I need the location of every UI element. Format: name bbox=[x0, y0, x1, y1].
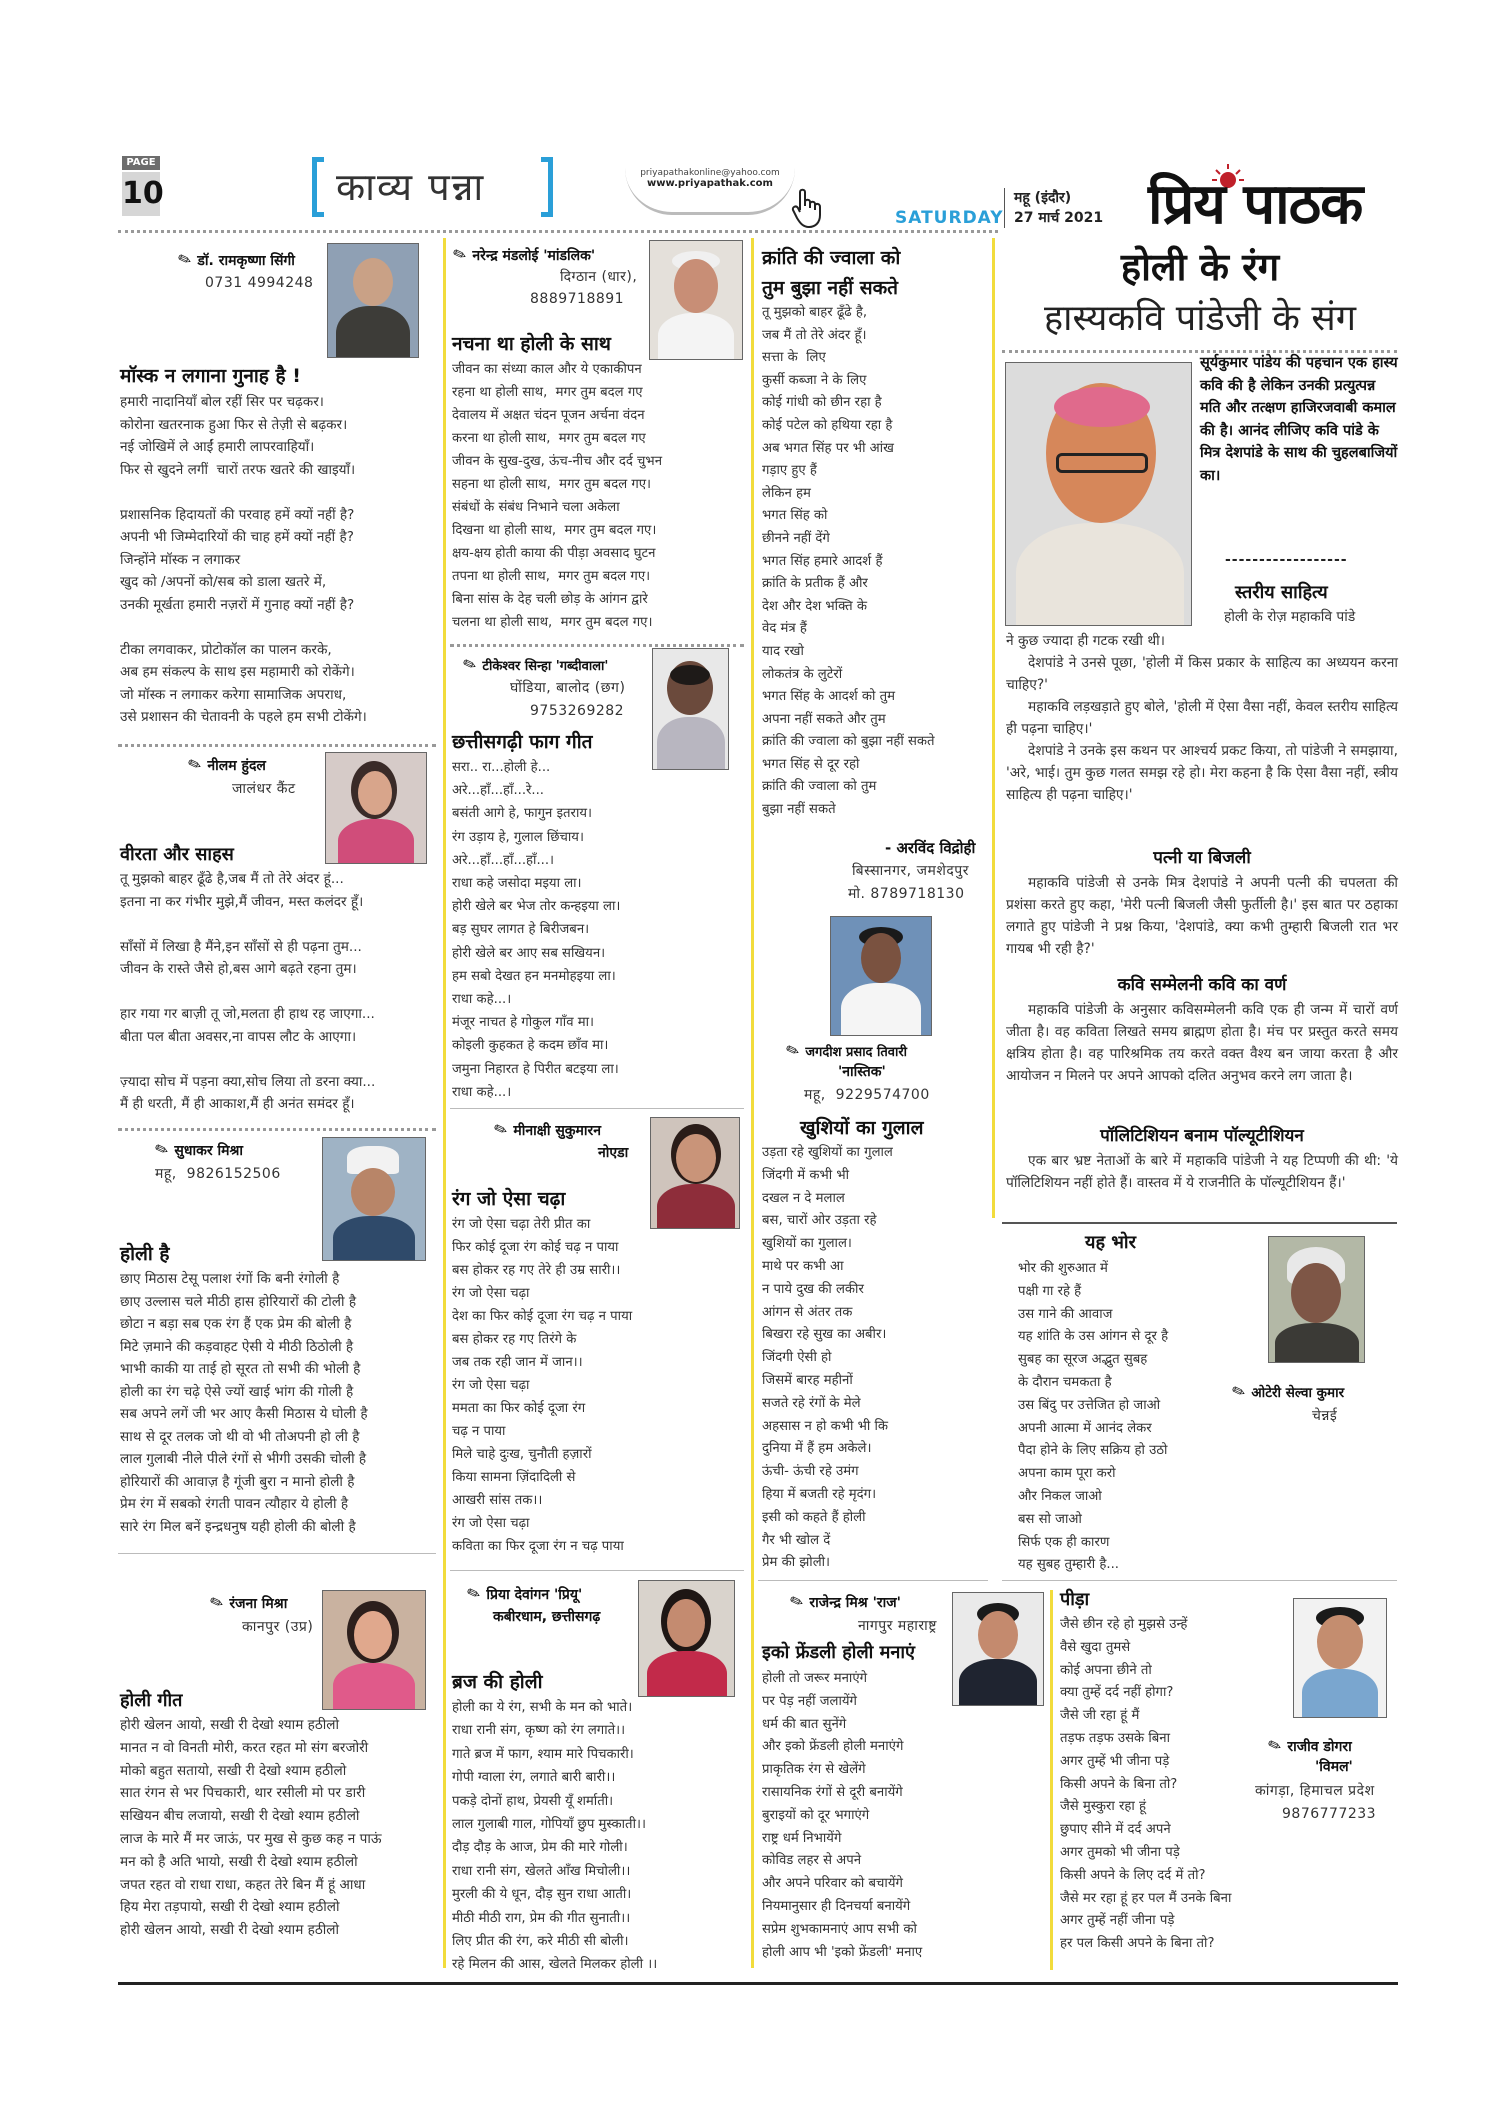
divider-dashes: ------------------ bbox=[1225, 552, 1348, 568]
col-rule-1 bbox=[443, 238, 446, 1968]
page-number: 10 bbox=[122, 172, 160, 216]
weekday-label: SATURDAY bbox=[895, 208, 1004, 228]
col-rule-2 bbox=[751, 238, 754, 1968]
poem-title: होली है bbox=[120, 1243, 170, 1265]
author-phone: 0731 4994248 bbox=[205, 275, 314, 291]
poem-body: तू मुझको बाहर ढूँढे है, जब मैं तो तेरे अंदर हूँ। सत्ता के लिए कुर्सी कब्जा ने के लिए कोई गांधी को छीन रहा है कोई पटेल को हथिया रहा है अब भगत सिंह पर भी आंख गड़ाए हुए हैं लेकिन हम भगत सिंह को छीनने नहीं देंगे भगत सिंह हमारे आदर्श हैं क्रांति के प्रतीक हैं और देश और देश भक्ति के वेद मंत्र हैं याद रखो लोकतंत्र के लुटेरों भगत सिंह के आदर्श को तुम अपना नहीं सकते और तुम क्रांति की ज्वाला को बुझा नहीं सकते भगत सिंह से दूर रहो क्रांति की ज्वाला को तुम बुझा नहीं सकते bbox=[762, 305, 935, 818]
author-place: बिस्सानगर, जमशेदपुर bbox=[852, 863, 969, 879]
poem-body: हमारी नादानियाँ बोल रहीं सिर पर चढ़कर। कोरोना खतरनाक हुआ फिर से तेज़ी से बढ़कर। नई जोखिमें ले आईं हमारी लापरवाहियाँ। फिर से खुदने लगीं चारों तरफ खतरे की खाइयाँ। प्रशासनिक हिदायतों की परवाह हमें क्यों नहीं है? अपनी भी जिम्मेदारियों की चाह हमें क्यों नहीं है? जिन्होंने मॉस्क न लगाकर खुद को /अपनों को/सब को डाला खतरे में, उनकी मूर्खता हमारी नज़रों में गुनाह क्यों नहीं है? टीका लगवाकर, प्रोटोकॉल का पालन करके, अब हम संकल्प के साथ इस महामारी को रोकेंगे। जो मॉस्क न लगाकर करेगा सामाजिक अपराध, उसे प्रशासन की चेतावनी के पहले हम सभी टोकेंगे। bbox=[120, 394, 367, 725]
author-phone: 9753269282 bbox=[530, 703, 625, 719]
poem-body: जैसे छीन रहे हो मुझसे उन्हें वैसे खुदा तुमसे कोई अपना छीने तो क्या तुम्हें दर्द नहीं होगा? जैसे जी रहा हूं मैं तड़फ तड़फ उसके बिना अगर तुम्हें भी जीना पड़े किसी अपने के बिना तो? जैसे मुस्कुरा रहा हूं छुपाए सीने में दर्द अपने अगर तुमको भी जीना पड़े किसी अपने के लिए दर्द में तो? जैसे मर रहा हूं हर पल मैं उनके बिना अगर तुम्हें नहीं जीना पड़े हर पल किसी अपने के बिना तो? bbox=[1060, 1617, 1232, 1952]
author-name: ✎ टीकेश्वर सिन्हा 'गब्दीवाला' bbox=[460, 653, 609, 676]
author-place: दिग्ठान (धार), bbox=[560, 269, 638, 285]
email-text: priyapathakonline@yahoo.com bbox=[640, 168, 780, 178]
section-body: एक बार भ्रष्ट नेताओं के बारे में महाकवि पांडेजी ने यह टिप्पणी की थी: 'ये पॉलिटिशियन नहीं होते हैं। वास्तव में ये राजनीति के पॉल्यूटीशियन हैं।' bbox=[1006, 1153, 1398, 1191]
author-place: कानपुर (उप्र) bbox=[242, 1619, 314, 1635]
website-text: www.priyapathak.com bbox=[647, 178, 773, 189]
author-place: घोंडिया, बालोद (छग) bbox=[510, 680, 626, 696]
page-tag: PAGE bbox=[122, 156, 160, 170]
pen-icon: ✎ bbox=[152, 1138, 172, 1161]
author-photo bbox=[322, 1590, 426, 1710]
author-phone: 8889718891 bbox=[530, 291, 625, 307]
poem-body: भोर की शुरुआत में पक्षी गा रहे हैं उस गाने की आवाज यह शांति के उस आंगन से दूर है सुबह का सूरज अद्भुत सुबह के दौरान चमकता है उस बिंदु पर उत्तेजित हो जाओ अपनी आत्मा में आनंद लेकर पैदा होने के लिए सक्रिय हो उठो अपना काम पूरा करो और निकल जाओ बस सो जाओ सिर्फ एक ही कारण यह सुबह तुम्हारी है... bbox=[1018, 1261, 1169, 1573]
paragraph: महाकवि लड़खड़ाते हुए बोले, 'होली में ऐसा वैसा नहीं, केवल स्तरीय साहित्य ही पढ़ना चाहिए।' bbox=[1006, 699, 1399, 737]
poem-body: होली तो जरूर मनाएंगे पर पेड़ नहीं जलायेंगे धर्म की बात सुनेंगे और इको फ्रेंडली होली मनाएंगे प्राकृतिक रंग से खेलेंगे रासायनिक रंगों से दूरी बनायेंगे बुराइयों को दूर भगाएंगे राष्ट्र धर्म निभायेंगे कोविड लहर से अपने और अपने परिवार को बचायेंगे नियमानुसार ही दिनचर्या बनायेंगे सप्रेम शुभकामनाएं आप सभी को होली आप भी 'इको फ्रेंडली' मनाए bbox=[762, 1671, 923, 1960]
section-bracket-right bbox=[541, 157, 553, 217]
section-heading: पत्नी या बिजली bbox=[1153, 848, 1251, 868]
pen-icon: ✎ bbox=[464, 1582, 484, 1605]
paragraph: देशपांडे ने उनसे पूछा, 'होली में किस प्रकार के साहित्य का अध्ययन करना चाहिए?' bbox=[1006, 655, 1398, 693]
pen-icon: ✎ bbox=[787, 1590, 807, 1613]
author-phone: मो. 8789718130 bbox=[848, 886, 965, 902]
poem-title: क्रांति की ज्वाला को तुम बुझा नहीं सकते bbox=[762, 247, 901, 299]
author-place: चेन्नई bbox=[1312, 1408, 1338, 1424]
header-divider bbox=[1004, 188, 1005, 228]
edition-city: महू (इंदौर) bbox=[1014, 190, 1072, 206]
section-heading: स्तरीय साहित्य bbox=[1235, 582, 1328, 603]
author-place: नागपुर महाराष्ट्र bbox=[858, 1618, 937, 1634]
poem-title: नचना था होली के साथ bbox=[452, 333, 611, 355]
author-name: ✎ सुधाकर मिश्रा bbox=[152, 1138, 243, 1161]
author-photo bbox=[952, 1592, 1044, 1706]
poem-title: यह भोर bbox=[1085, 1232, 1136, 1253]
author-photo bbox=[1293, 1598, 1387, 1718]
author-photo bbox=[638, 1580, 735, 1697]
section-body bbox=[1006, 630, 1398, 806]
author-photo bbox=[327, 243, 419, 358]
pen-icon: ✎ bbox=[783, 1039, 803, 1062]
section-body: महाकवि पांडेजी से उनके मित्र देशपांडे ने अपनी पत्नी की चपलता की प्रशंसा करते हुए कहा, 'मेरी पत्नी बिजली जैसी फुर्तीली है।' इस बात पर ठहाका लगाते हुए पांडेजी ने प्रश्न किया, 'देशपांडे, क्या कभी तुम्हारी बिजली रात भर गायब भी रही है?' bbox=[1006, 875, 1398, 957]
author-photo bbox=[650, 1117, 740, 1229]
poem-title: छत्तीसगढ़ी फाग गीत bbox=[452, 731, 593, 753]
author-place: नोएडा bbox=[598, 1145, 629, 1161]
author-alias: 'नास्तिक' bbox=[838, 1064, 886, 1080]
poem-body: होली का ये रंग, सभी के मन को भाते। राधा रानी संग, कृष्ण को रंग लगाते।। गाते ब्रज में फाग, श्याम मारे पिचकारी। गोपी ग्वाला रंग, लगाते बारी बारी।। पकड़े दोनों हाथ, प्रेयसी यूँ शर्माती। लाल गुलाबी गाल, गोपियाँ छुप मुस्काती।। दौड़ दौड़ के आज, प्रेम की मारे गोली। राधा रानी संग, खेलते आँख मिचोली।। मुरली की ये धून, दौड़ सुन राधा आती। मीठी मीठी राग, प्रेम की गीत सुनाती।। लिए प्रीत की रंग, करे मीठी सी बोली। रहे मिलन की आस, खेलते मिलकर होली ।। bbox=[452, 1700, 658, 1973]
feature-headline: होली के रंग bbox=[1120, 245, 1280, 289]
pen-icon: ✎ bbox=[175, 248, 195, 271]
bottom-rule bbox=[118, 1982, 1398, 1985]
feature-photo bbox=[1005, 362, 1192, 626]
poem-title: खुशियों का गुलाल bbox=[800, 1117, 924, 1139]
author-name: ✎ नीलम हुंदल bbox=[185, 753, 266, 776]
section-title: काव्य पन्ना bbox=[336, 165, 486, 209]
pen-icon: ✎ bbox=[1265, 1734, 1285, 1757]
author-place: जालंधर कैंट bbox=[232, 781, 296, 797]
author-phone: 9876777233 bbox=[1282, 1806, 1377, 1822]
pen-icon: ✎ bbox=[491, 1118, 511, 1141]
section-bracket-left bbox=[312, 157, 324, 217]
author-name: ✎ डॉ. रामकृष्णा सिंगी bbox=[175, 248, 295, 271]
poem-title: ब्रज की होली bbox=[452, 1671, 543, 1693]
paragraph: देशपांडे ने उनके इस कथन पर आश्चर्य प्रकट किया, तो पांडेजी ने समझाया, 'अरे, भाई। तुम कुछ गलत समझ रहे हो। मेरा कहना है कि ऐसा वैसा नहीं, स्त्रीय साहित्य ही पढ़ना चाहिए।' bbox=[1006, 743, 1398, 803]
author-photo bbox=[325, 752, 427, 864]
author-name: ✎ रंजना मिश्रा bbox=[207, 1591, 288, 1614]
author-photo bbox=[652, 648, 729, 770]
author-name: ✎ मीनाक्षी सुकुमारन bbox=[491, 1118, 602, 1141]
contact-block bbox=[625, 168, 795, 215]
col-rule-3 bbox=[992, 238, 995, 1218]
pen-icon: ✎ bbox=[185, 753, 205, 776]
poem-title: रंग जो ऐसा चढ़ा bbox=[452, 1188, 566, 1210]
author-name: - अरविंद विद्रोही bbox=[885, 839, 976, 857]
poem-body: जीवन का संध्या काल और ये एकाकीपन रहना था होली साथ, मगर तुम बदल गए देवालय में अक्षत चंदन पूजन अर्चना वंदन करना था होली साथ, मगर तुम बदल गए जीवन के सुख-दुख, ऊंच-नीच और दर्द चुभन सहना था होली साथ, मगर तुम बदल गए। संबंधों के संबंध निभाने चला अकेला दिखना था होली साथ, मगर तुम बदल गए। क्षय-क्षय होती काया की पीड़ा अवसाद घुटन तपना था होली साथ, मगर तुम बदल गए। बिना सांस के देह चली छोड़ के आंगन द्वारे चलना था होली साथ, मगर तुम बदल गए। bbox=[452, 362, 663, 630]
pen-icon: ✎ bbox=[460, 653, 480, 676]
feature-subheadline: हास्यकवि पांडेजी के संग bbox=[1044, 298, 1356, 339]
author-name: ✎ राजेन्द्र मिश्र 'राज' bbox=[787, 1590, 901, 1613]
section-body: महाकवि पांडेजी के अनुसार कविसम्मेलनी कवि एक ही जन्म में चारों वर्ण जीता है। वह कविता लिखते समय ब्राह्मण होता है। मंच पर प्रस्तुत करते समय क्षत्रिय होता है। वह पारिश्रमिक तय करते वक्त वैश्य बन जाया करता है और आयोजन न मिलने पर अपने आपको दलित अनुभव करने लग जाता है। bbox=[1006, 1002, 1398, 1084]
author-place: महू, 9826152506 bbox=[155, 1166, 281, 1182]
author-place: कांगड़ा, हिमाचल प्रदेश bbox=[1255, 1783, 1375, 1799]
section-lead: होली के रोज़ महाकवि पांडे bbox=[1224, 609, 1356, 625]
edition-date: 27 मार्च 2021 bbox=[1014, 210, 1104, 226]
author-place: महू, 9229574700 bbox=[804, 1087, 930, 1103]
pen-icon: ✎ bbox=[1229, 1380, 1249, 1403]
author-alias: 'विमल' bbox=[1315, 1759, 1353, 1775]
col-rule-3b bbox=[1050, 1590, 1053, 1970]
author-photo bbox=[1268, 1236, 1365, 1363]
poem-body: होरी खेलन आयो, सखी री देखो श्याम हठीलो मानत न वो विनती मोरी, करत रहत मो संग बरजोरी मोको बहुत सतायो, सखी री देखो श्याम हठीलो सात रंगन से भर पिचकारी, थार रसीली मो पर डारी सखियन बीच लजायो, सखी री देखो श्याम हठीलो लाज के मारे मैं मर जाऊं, पर मुख से कुछ कह न पाऊं मन को है अति भायो, सखी री देखो श्याम हठीलो जपत रहत वो राधा राधा, कहत तेरे बिन मैं हूं आधा हिय मेरा तड़पायो, सखी री देखो श्याम हठीलो होरी खेलन आयो, सखी री देखो श्याम हठीलो bbox=[120, 1717, 382, 1939]
poem-body: रंग जो ऐसा चढ़ा तेरी प्रीत का फिर कोई दूजा रंग कोई चढ़ न पाया बस होकर रह गए तेरे ही उम्र सारी।। रंग जो ऐसा चढ़ा देश का फिर कोई दूजा रंग चढ़ न पाया बस होकर रह गए तिरंगे के जब तक रही जान में जान।। रंग जो ऐसा चढ़ा ममता का फिर कोई दूजा रंग चढ़ न पाया मिले चाहे दुःख, चुनौती हज़ारों किया सामना ज़िंदादिली से आखरी सांस तक।। रंग जो ऐसा चढ़ा कविता का फिर दूजा रंग न चढ़ पाया bbox=[452, 1217, 633, 1554]
poem-body: उड़ता रहे खुशियों का गुलाल जिंदगी में कभी भी दखल न दे मलाल बस, चारों ओर उड़ता रहे खुशियों का गुलाल। माथे पर कभी आ न पाये दुख की लकीर आंगन से अंतर तक बिखरा रहे सुख का अबीर। जिंदगी ऐसी हो जिसमें बारह महीनों सजते रहे रंगों के मेले अहसास न हो कभी भी कि दुनिया में हैं हम अकेले। ऊंची- ऊंची रहे उमंग हिया में बजती रहे मृदंग। इसी को कहते हैं होली गैर भी खोल दें प्रेम की झोली। bbox=[762, 1145, 893, 1571]
paragraph: ने कुछ ज्यादा ही गटक रखी थी। bbox=[1006, 633, 1165, 649]
poem-title: वीरता और साहस bbox=[120, 844, 234, 865]
author-name: ✎ नरेन्द्र मंडलोई 'मांडलिक' bbox=[450, 243, 596, 266]
masthead-logo: प्रिय पाठक bbox=[1148, 172, 1363, 237]
author-photo bbox=[649, 240, 743, 360]
poem-title: मॉस्क न लगाना गुनाह है ! bbox=[120, 365, 301, 387]
poem-title: पीड़ा bbox=[1060, 1589, 1090, 1610]
section-heading: पॉलिटिशियन बनाम पॉल्यूटीशियन bbox=[1100, 1126, 1304, 1146]
author-name: ✎ जगदीश प्रसाद तिवारी bbox=[783, 1039, 908, 1062]
author-photo bbox=[322, 1137, 426, 1261]
poem-title: होली गीत bbox=[120, 1690, 183, 1711]
author-name: ✎ राजीव डोगरा bbox=[1265, 1734, 1352, 1757]
cursor-hand-icon bbox=[790, 188, 824, 228]
section-heading: कवि सम्मेलनी कवि का वर्ण bbox=[1117, 975, 1287, 995]
pen-icon: ✎ bbox=[207, 1591, 227, 1614]
poem-body: तू मुझको बाहर ढूँढे है,जब मैं तो तेरे अंदर हूं... इतना ना कर गंभीर मुझे,मैं जीवन, मस्त कलंदर हूँ। साँसों में लिखा है मैंने,इन साँसों से ही पढ़ना तुम... जीवन के रास्ते जैसे हो,बस आगे बढ़ते रहना तुम। हार गया गर बाज़ी तू जो,मलता ही हाथ रह जाएगा... बीता पल बीता अवसर,ना वापस लौट के आएगा। ज़्यादा सोच में पड़ना क्या,सोच लिया तो डरना क्या... मैं ही धरती, मैं ही आकाश,मैं ही अनंत समंदर हूँ। bbox=[120, 871, 376, 1112]
poem-body: छाए मिठास टेसू पलाश रंगों कि बनी रंगोली है छाए उल्लास चले मीठी हास होरियारों की टोली है छोटा न बड़ा सब एक रंग हैं एक प्रेम की बोली है मिटे ज़माने की कड़वाहट ऐसी ये मीठी ठिठोली है भाभी काकी या ताई हो सूरत तो सभी की भोली है होली का रंग चढ़े ऐसे ज्यों खाई भांग की गोली है सब अपने लगें जी भर आए कैसी मिठास ये घोली है साथ से दूर तलक जो थी वो भी तोअपनी हो ली है लाल गुलाबी नीले पीले रंगों से भीगी उसकी चोली है होरियारों की आवाज़ है गूंजी बुरा न मानो होली है प्रेम रंग में सबको रंगती पावन त्यौहार ये होली है सारे रंग मिल बनें इन्द्रधनुष यही होली की बोली है bbox=[120, 1271, 368, 1535]
feature-intro: सूर्यकुमार पांडेय की पहचान एक हास्य कवि की है लेकिन उनकी प्रत्युत्पन्न मति और तत्क्षण हाजिरजवाबी कमाल की है। आनंद लीजिए कवि पांडे के मित्र देशपांडे के साथ की चुहलबाजियों का। bbox=[1200, 355, 1398, 484]
pen-icon: ✎ bbox=[450, 243, 470, 266]
poem-body: सरा.. रा...होली हे... अरे...हाँ...हाँ...रे... बसंती आगे हे, फागुन इतराय। रंग उड़ाय हे, गुलाल छिंचाय। अरे...हाँ...हाँ...हाँ...। राधा कहे जसोदा मइया ला। होरी खेले बर भेज तोर कन्हइया ला। बड़ सुघर लागत हे बिरीजबन। होरी खेले बर आए सब सखियन। हम सबो देखत हन मनमोहइया ला। राधा कहे...। मंजूर नाचत हे गोकुल गाँव मा। कोइली कुहकत हे कदम छाँव मा। जमुना निहारत हे पिरीत बटइया ला। राधा कहे...। bbox=[452, 760, 621, 1100]
author-name: ✎ ओटेरी सेल्वा कुमार bbox=[1229, 1380, 1345, 1403]
poem-title: इको फ्रेंडली होली मनाएं bbox=[762, 1642, 915, 1663]
author-place: कबीरधाम, छत्तीसगढ़ bbox=[493, 1609, 601, 1625]
author-photo bbox=[830, 916, 932, 1036]
author-name: ✎ प्रिया देवांगन 'प्रियू' bbox=[464, 1582, 583, 1605]
